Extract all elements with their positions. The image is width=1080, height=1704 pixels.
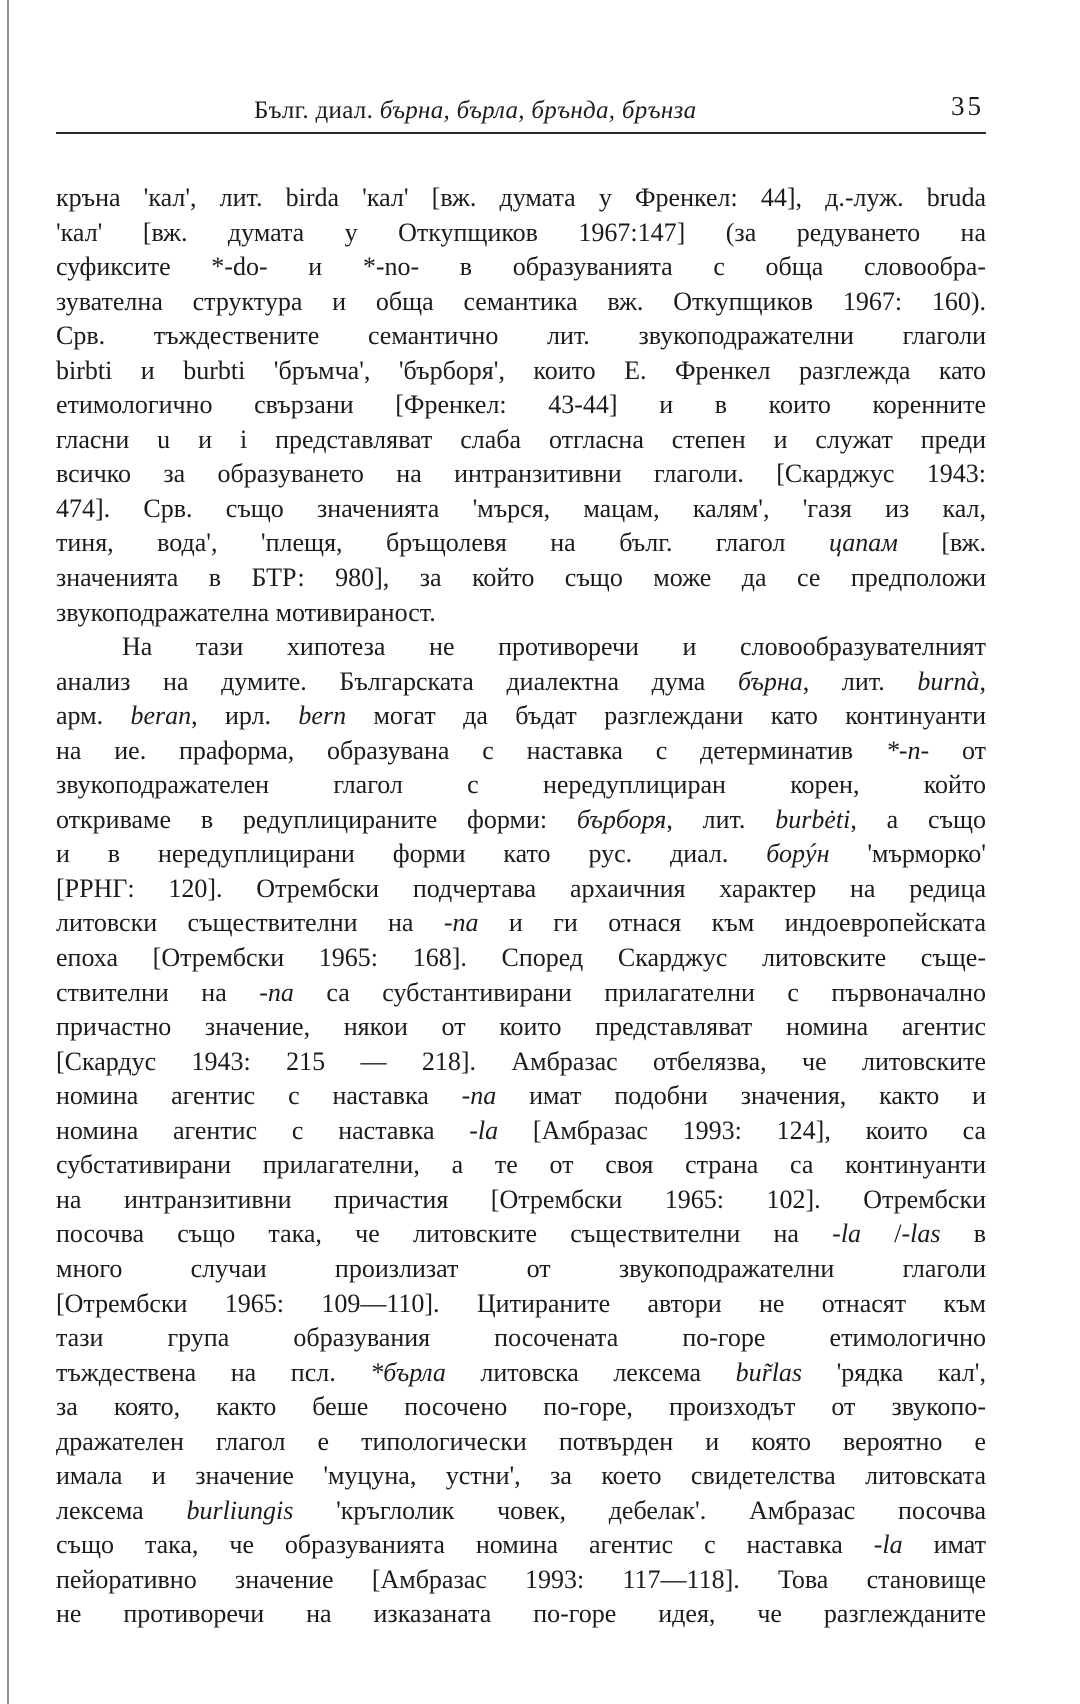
- running-head: [254, 97, 696, 125]
- text-line: [56, 492, 986, 527]
- running-head-text: Бълг. диал.: [254, 97, 380, 124]
- text-run: лексема: [56, 1495, 187, 1525]
- text-line: [56, 1079, 986, 1114]
- italic-term: бърборя: [576, 804, 667, 834]
- text-line: [56, 906, 986, 941]
- text-line: [56, 1425, 986, 1460]
- text-line: [56, 837, 986, 872]
- text-run: също така, че образуванията номина агентис с наставка: [56, 1530, 874, 1560]
- text-run: 'кал' [вж. думата у Откупщиков 1967:147] (за редуването на: [56, 217, 986, 247]
- text-run: 'мърморко': [829, 839, 986, 869]
- text-run: /: [861, 1219, 902, 1249]
- text-run: номина агентис с наставка: [56, 1081, 462, 1111]
- text-run: субстативирани прилагателни, а те от своя страна са континуанти: [56, 1150, 986, 1180]
- italic-term: burnà: [917, 666, 980, 696]
- text-run: тиня, вода', 'плещя, бръщолевя на бълг. глагол: [56, 528, 829, 558]
- text-run: на ие. праформа, образувана с наставка с детерминатив: [56, 735, 886, 765]
- text-run: , ирл.: [191, 701, 299, 731]
- text-run: много случаи произлизат от звукоподражателни глаголи: [56, 1253, 986, 1283]
- italic-term: bern: [298, 701, 347, 731]
- text-run: имат подобни значения, както и: [496, 1081, 986, 1111]
- text-line: [56, 596, 986, 631]
- text-line: [56, 457, 986, 492]
- italic-term: цапам: [828, 528, 898, 558]
- text-run: 'рядка кал',: [802, 1357, 986, 1387]
- text-run: пейоративно значение [Амбразас 1993: 117—118]. Това становище: [56, 1564, 986, 1594]
- text-line: [56, 941, 986, 976]
- text-line: [56, 1563, 986, 1598]
- italic-term: *бърла: [370, 1357, 446, 1387]
- text-line: [56, 285, 986, 320]
- text-run: Срв. тъждествените семантично лит. звукоподражателни глаголи: [56, 321, 986, 351]
- italic-term: bur̃las: [735, 1357, 803, 1387]
- text-run: етимологично свързани [Френкел: 43-44] и в които коренните: [56, 390, 986, 420]
- text-line: [56, 216, 986, 251]
- page-number: 35: [951, 91, 984, 121]
- italic-term: burbėti: [775, 804, 851, 834]
- text-line: [56, 1321, 986, 1356]
- header-rule: [56, 132, 986, 134]
- text-line: [56, 423, 986, 458]
- text-run: [РРНГ: 120]. Отрембски подчертава архаичния характер на редица: [56, 873, 986, 903]
- text-run: звукоподражателен глагол с нередуплициран корен, който: [56, 770, 986, 800]
- italic-term: -la: [832, 1219, 862, 1249]
- text-run: [Скардус 1943: 215 — 218]. Амбразас отбелязва, че литовските: [56, 1046, 986, 1076]
- italic-term: -la: [873, 1530, 903, 1560]
- text-line: [56, 181, 986, 216]
- text-run: [Отрембски 1965: 109—110]. Цитираните автори не отнасят към: [56, 1288, 986, 1318]
- text-line: [56, 1528, 986, 1563]
- text-run: На тази хипотеза не противоречи и словообразувателният: [122, 632, 986, 662]
- text-run: от: [929, 735, 986, 765]
- text-run: тази група образувания посочената по-горе етимологично: [56, 1323, 986, 1353]
- text-run: суфиксите *-do- и *-no- в образуванията с обща словообра-: [56, 252, 986, 282]
- text-line: [56, 768, 986, 803]
- text-line: [56, 1010, 986, 1045]
- text-run: кръна 'кал', лит. birda 'кал' [вж. думата у Френкел: 44], д.-луж. bruda: [56, 183, 986, 212]
- text-run: ствителни на: [56, 977, 260, 1007]
- text-line: [56, 1045, 986, 1080]
- text-run: , лит.: [666, 804, 776, 834]
- text-run: са субстантивирани прилагателни с първоначално: [293, 977, 986, 1007]
- text-line: [56, 250, 986, 285]
- text-line: [56, 354, 986, 389]
- text-run: за която, както беше посочено по-горе, произходът от звукопо-: [56, 1392, 986, 1422]
- page-header: [56, 91, 986, 135]
- italic-term: бърна: [737, 666, 803, 696]
- text-run: ,: [979, 666, 986, 696]
- text-line: [56, 1287, 986, 1322]
- text-run: на интранзитивни причастия [Отрембски 1965: 102]. Отрембски: [56, 1184, 986, 1214]
- text-run: посочва също така, че литовските съществителни на: [56, 1219, 833, 1249]
- text-run: звукоподражателна мотивираност.: [56, 597, 436, 627]
- text-run: [вж.: [897, 528, 986, 558]
- text-run: и ги отнася към индоевропейската: [478, 908, 986, 938]
- text-line: [56, 872, 986, 907]
- running-head-words: бърна, бърла, брънда, брънза: [379, 97, 697, 124]
- body-text: [56, 181, 986, 1632]
- binding-edge: [7, 0, 9, 1704]
- text-run: 'кръглолик човек, дебелак'. Амбразас посочва: [293, 1495, 986, 1525]
- text-line: [56, 1217, 986, 1252]
- text-run: зувателна структура и обща семантика вж. Откупщиков 1967: 160).: [56, 286, 986, 316]
- text-line: [56, 561, 986, 596]
- text-line: [56, 319, 986, 354]
- text-run: и в нередуплицирани форми като рус. диал.: [56, 839, 767, 869]
- text-run: номина агентис с наставка: [56, 1115, 470, 1145]
- text-line: [56, 803, 986, 838]
- text-run: могат да бъдат разглеждани като континуанти: [346, 701, 986, 731]
- italic-term: -na: [443, 908, 479, 938]
- italic-term: burliungis: [186, 1495, 294, 1525]
- text-line: [56, 1252, 986, 1287]
- italic-term: борýн: [766, 839, 830, 869]
- text-run: тъждествена на псл.: [56, 1357, 371, 1387]
- text-run: причастно значение, някои от които представляват номина агентис: [56, 1012, 986, 1042]
- text-run: всичко за образуването на интранзитивни глаголи. [Скарджус 1943:: [56, 459, 986, 489]
- text-run: не противоречи на изказаната по-горе идея, че разглежданите: [56, 1599, 986, 1629]
- text-line: [56, 1597, 986, 1632]
- italic-term: *-n-: [885, 735, 930, 765]
- text-run: епоха [Отрембски 1965: 168]. Според Скарджус литовските съще-: [56, 943, 986, 973]
- text-run: литовски съществителни на: [56, 908, 444, 938]
- italic-term: -na: [461, 1081, 497, 1111]
- text-line: [56, 976, 986, 1011]
- text-run: анализ на думите. Българската диалектна дума: [56, 666, 738, 696]
- text-line: [56, 699, 986, 734]
- text-line: [56, 1183, 986, 1218]
- text-line: [56, 1459, 986, 1494]
- italic-term: -la: [469, 1115, 499, 1145]
- text-run: дражателен глагол е типологически потвърден и която вероятно е: [56, 1426, 986, 1456]
- text-run: 474]. Срв. също значенията 'мърся, мацам, калям', 'газя из кал,: [56, 493, 986, 523]
- text-run: значенията в БТР: 980], за който също може да се предположи: [56, 563, 986, 593]
- text-line: [56, 665, 986, 700]
- text-line: [56, 1148, 986, 1183]
- text-line: [56, 1114, 986, 1149]
- text-run: [Амбразас 1993: 124], които са: [498, 1115, 986, 1145]
- text-run: гласни u и i представляват слаба отгласна степен и служат преди: [56, 424, 986, 454]
- text-run: арм.: [56, 701, 131, 731]
- text-line: [56, 1494, 986, 1529]
- text-line: [56, 1356, 986, 1391]
- text-line: [56, 526, 986, 561]
- italic-term: -na: [259, 977, 294, 1007]
- text-run: откриваме в редуплицираните форми:: [56, 804, 577, 834]
- text-run: , лит.: [802, 666, 918, 696]
- text-run: birbti и burbti 'бръмча', 'бърборя', които Е. Френкел разглежда като: [56, 355, 986, 385]
- text-run: литовска лексема: [445, 1357, 736, 1387]
- text-line: [56, 1390, 986, 1425]
- text-run: имала и значение 'муцуна, устни', за което свидетелства литовската: [56, 1461, 986, 1491]
- text-run: имат: [902, 1530, 986, 1560]
- italic-term: beran: [130, 701, 192, 731]
- italic-term: -las: [901, 1219, 941, 1249]
- text-run: , а също: [850, 804, 986, 834]
- text-line: [56, 630, 986, 665]
- text-run: в: [940, 1219, 986, 1249]
- text-line: [56, 388, 986, 423]
- text-line: [56, 734, 986, 769]
